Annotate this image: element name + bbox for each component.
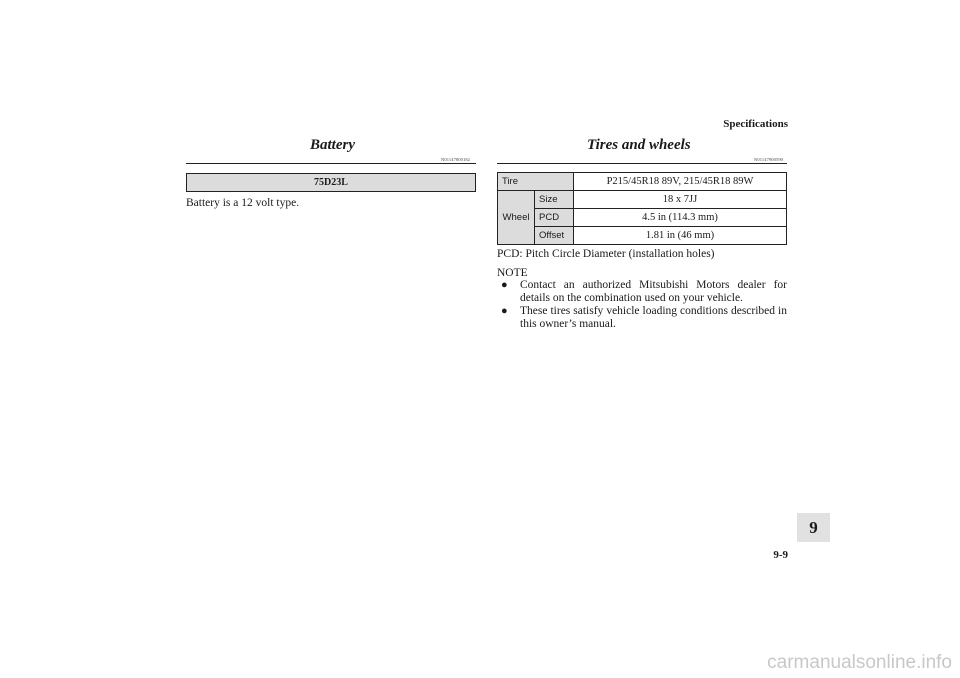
size-label: Size: [535, 191, 574, 209]
tires-heading: Tires and wheels: [587, 137, 691, 153]
chapter-tab: 9: [797, 513, 830, 542]
pcd-label: PCD: [535, 209, 574, 227]
offset-row: [498, 227, 787, 245]
battery-type-cell: 75D23L: [187, 174, 476, 192]
offset-label: Offset: [535, 227, 574, 245]
tire-value: P215/45R18 89V, 215/45R18 89W: [574, 173, 787, 191]
pcd-value: 4.5 in (114.3 mm): [574, 209, 787, 227]
tire-row: [498, 173, 787, 191]
section-title: Specifications: [723, 118, 788, 130]
note-item: ● Contact an authorized Mitsubishi Motors dealer for details on the combination used on your vehicle.: [501, 279, 787, 304]
size-value: 18 x 7JJ: [574, 191, 787, 209]
bullet-icon: ●: [501, 305, 508, 317]
pcd-definition: PCD: Pitch Circle Diameter (installation holes): [497, 248, 715, 260]
tires-code: N01147900590: [754, 157, 784, 162]
note-list: [500, 279, 787, 331]
offset-value: 1.81 in (46 mm): [574, 227, 787, 245]
tire-label: Tire: [498, 173, 574, 191]
battery-heading: Battery: [310, 137, 355, 153]
note-item: ● These tires satisfy vehicle loading conditions described in this owner’s manual.: [501, 305, 787, 330]
battery-table: [186, 173, 476, 192]
wheel-label: Wheel: [498, 191, 535, 245]
battery-code: N01147800182: [441, 157, 471, 162]
battery-rule: [186, 163, 476, 164]
tires-table: [497, 172, 787, 245]
note-label: NOTE: [497, 267, 528, 279]
bullet-icon: ●: [501, 279, 508, 291]
watermark: carmanualsonline.info: [767, 652, 952, 673]
tires-rule: [497, 163, 787, 164]
pcd-row: [498, 209, 787, 227]
size-row: [498, 191, 787, 209]
page-number: 9-9: [773, 549, 788, 561]
battery-text: Battery is a 12 volt type.: [186, 197, 300, 209]
